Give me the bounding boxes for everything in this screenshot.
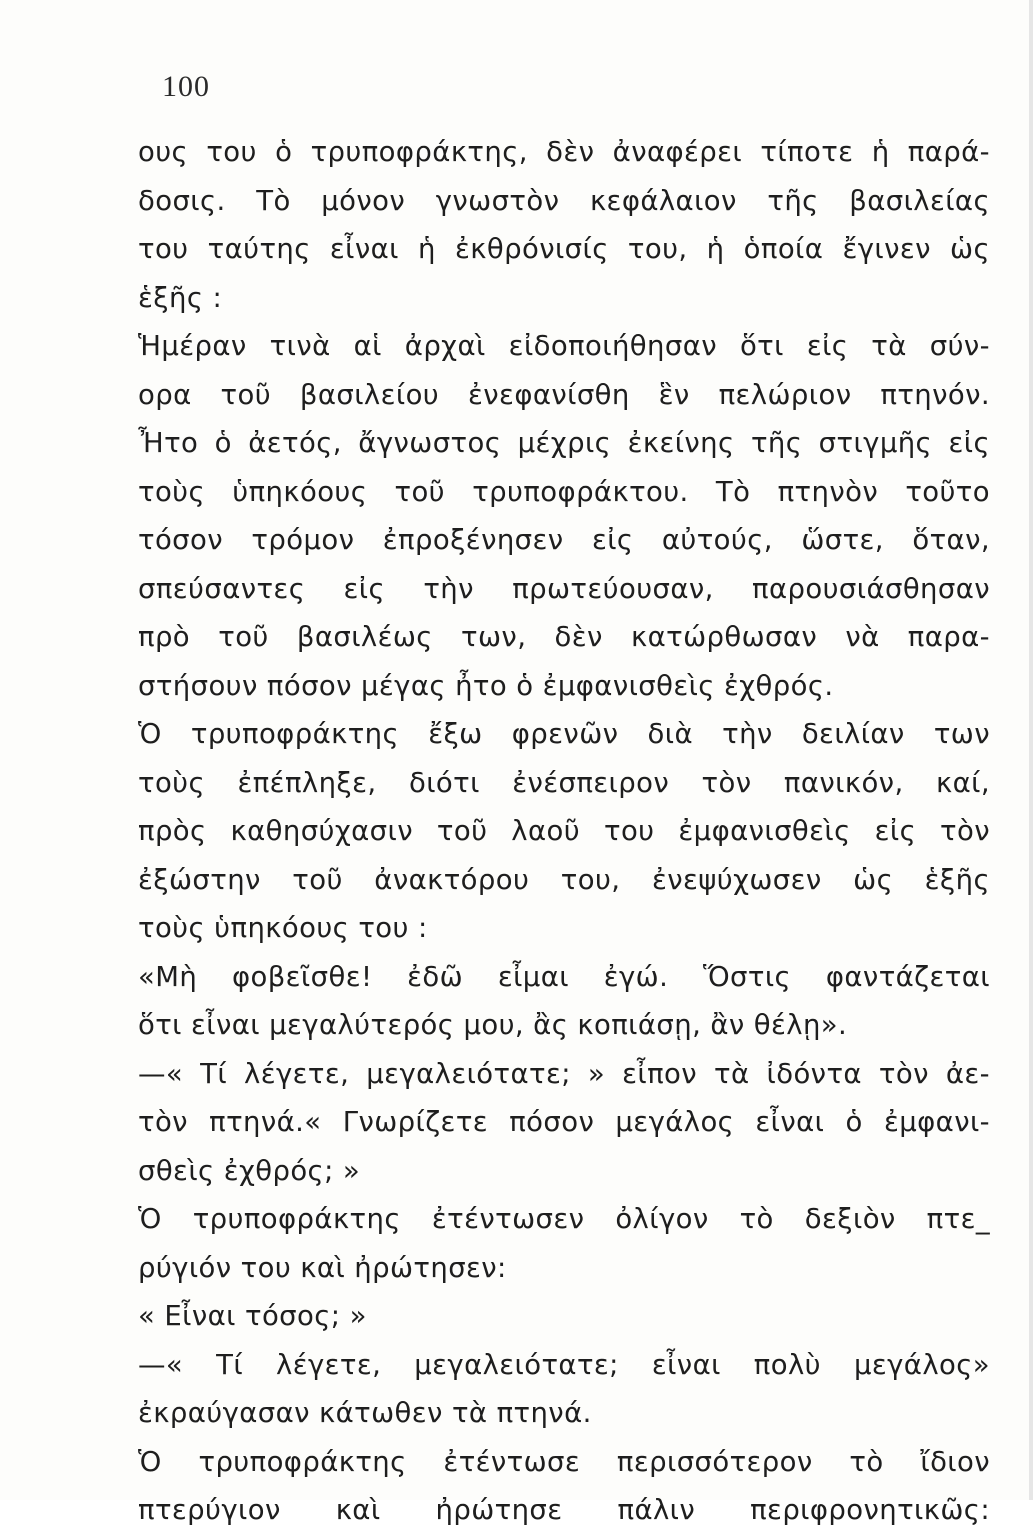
text-line: « Εἶναι τόσος; » xyxy=(138,1300,367,1332)
text-line: τόσον τρόμον ἐπροξένησεν εἰς αὐτούς, ὥστε, ὅταν, xyxy=(138,524,990,556)
text-line: ρύγιόν του καὶ ἠρώτησεν: xyxy=(138,1251,507,1284)
text-line: τοὺς ὑπηκόους τοῦ τρυποφράκτου. Τὸ πτηνὸν τοῦτο xyxy=(138,475,990,508)
text-line: ἑξῆς : xyxy=(138,281,223,314)
text-line: «Μὴ φοβεῖσθε! ἐδῶ εἶμαι ἐγώ. Ὅστις φαντάζεται xyxy=(138,960,990,993)
text-line: Ἦτο ὁ ἀετός, ἄγνωστος μέχρις ἐκείνης τῆς στιγμῆς εἰς xyxy=(138,427,990,459)
text-line: Ὁ τρυποφράκτης ἐτέντωσεν ὀλίγον τὸ δεξιὸν πτε_ xyxy=(138,1203,990,1235)
text-line: ους του ὁ τρυποφράκτης, δὲν ἀναφέρει τίποτε ἡ παρά- xyxy=(138,136,990,168)
text-line: —« Τί λέγετε, μεγαλειότατε; εἶναι πολὺ μεγάλος» xyxy=(138,1348,990,1381)
text-line: τοὺς ἐπέπληξε, διότι ἐνέσπειρον τὸν πανικόν, καί, xyxy=(138,766,990,799)
text-line: σθεὶς ἐχθρός; » xyxy=(138,1154,361,1187)
page-body-text xyxy=(138,128,990,1535)
text-line: Ὁ τρυποφράκτης ἔξω φρενῶν διὰ τὴν δειλίαν των xyxy=(138,718,990,750)
page-edge-shadow xyxy=(1029,0,1033,1500)
text-line: πρὸς καθησύχασιν τοῦ λαοῦ του ἐμφανισθεὶς εἰς τὸν xyxy=(138,815,990,847)
text-line: ορα τοῦ βασιλείου ἐνεφανίσθη ἓν πελώριον πτηνόν. xyxy=(138,378,990,411)
text-line: τὸν πτηνά.« Γνωρίζετε πόσον μεγάλος εἶναι ὁ ἐμφανι- xyxy=(138,1106,990,1138)
text-line: του ταύτης εἶναι ἡ ἐκθρόνισίς του, ἡ ὁποία ἔγινεν ὡς xyxy=(138,233,990,265)
text-line: ἐκραύγασαν κάτωθεν τὰ πτηνά. xyxy=(138,1397,592,1429)
text-line: Ὁ τρυποφράκτης ἐτέντωσε περισσότερον τὸ ἴδιον xyxy=(138,1445,990,1478)
page-number: 100 xyxy=(162,70,210,103)
text-line: πτερύγιον καὶ ἠρώτησε πάλιν περιφρονητικῶς: xyxy=(138,1494,990,1526)
text-line: πρὸ τοῦ βασιλέως των, δὲν κατώρθωσαν νὰ παρα- xyxy=(138,621,990,653)
text-line: στήσουν πόσον μέγας ἦτο ὁ ἐμφανισθεὶς ἐχθρός. xyxy=(138,669,834,702)
text-line: Ἡμέραν τινὰ αἱ ἀρχαὶ εἰδοποιήθησαν ὅτι εἰς τὰ σύν- xyxy=(138,330,990,362)
text-line: δοσις. Τὸ μόνον γνωστὸν κεφάλαιον τῆς βασιλείας xyxy=(138,184,990,217)
text-line: σπεύσαντες εἰς τὴν πρωτεύουσαν, παρουσιάσθησαν xyxy=(138,572,990,605)
text-line: τοὺς ὑπηκόους του : xyxy=(138,912,428,944)
text-line: ἐξώστην τοῦ ἀνακτόρου του, ἐνεψύχωσεν ὡς ἑξῆς xyxy=(138,863,990,896)
text-line: —« Τί λέγετε, μεγαλειότατε; » εἶπον τὰ ἰδόντα τὸν ἀε- xyxy=(138,1057,990,1090)
text-line: ὅτι εἶναι μεγαλύτερός μου, ἂς κοπιάσῃ, ἂν θέλῃ». xyxy=(138,1009,848,1041)
